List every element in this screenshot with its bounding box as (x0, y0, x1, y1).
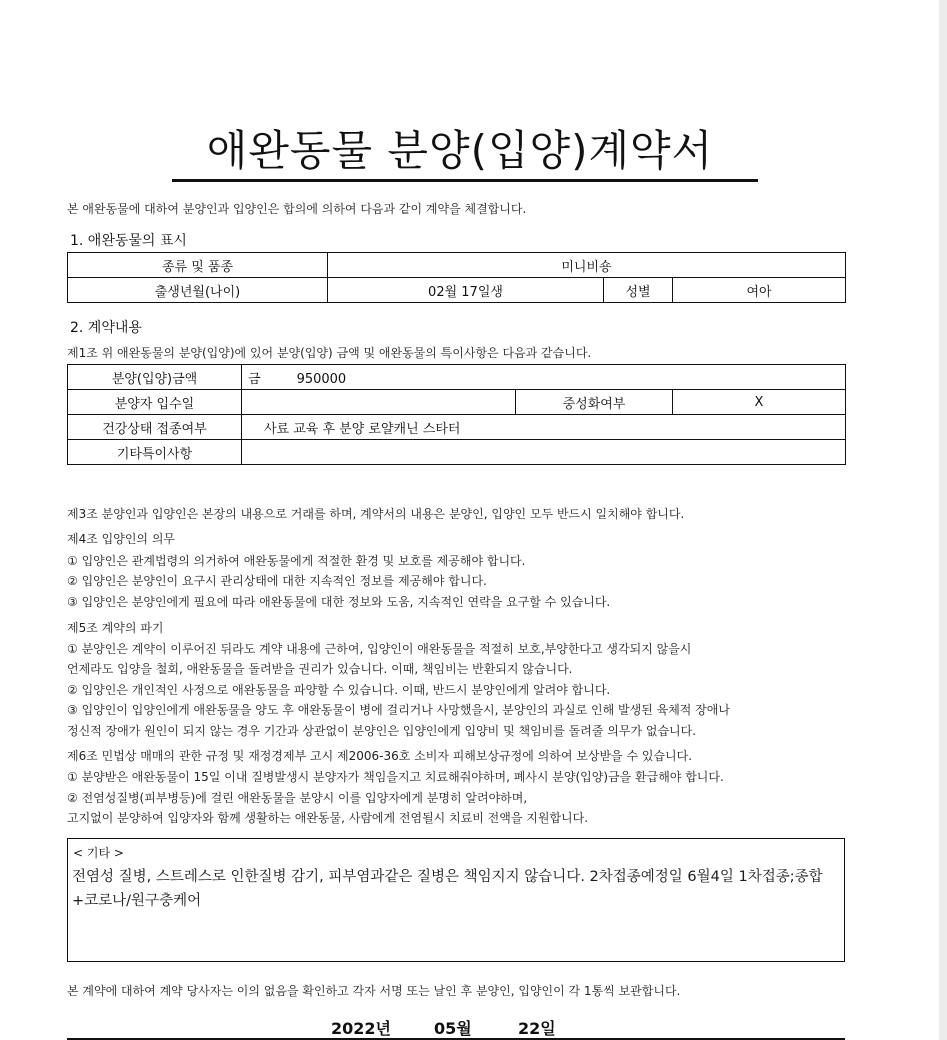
health-label: 건강상태 접종여부 (68, 415, 242, 440)
date-year: 2022년 (331, 1019, 391, 1038)
article6-item2a: ② 전염성질병(피부병등)에 걸린 애완동물을 분양시 이를 입양자에게 분명히 알려야하며, (67, 791, 528, 805)
receipt-date-value (242, 390, 516, 415)
health-value: 사료 교육 후 분양 로얄캐닌 스타터 (242, 415, 846, 440)
article5-item3b: 정신적 장애가 원인이 되지 않는 경우 기간과 상관없이 분양인은 입양인에게 입양비 및 책임비를 돌려줄 의무가 없습니다. (67, 724, 697, 738)
article3: 제3조 분양인과 입양인은 본장의 내용으로 거래를 하며, 계약서의 내용은 분양인, 입양인 모두 반드시 일치해야 합니다. (67, 507, 685, 521)
other-notes-box (67, 838, 845, 962)
article5-item3a: ③ 입양인이 입양인에게 애완동물을 양도 후 애완동물이 병에 걸리거나 사망했을시, 분양인의 과실로 인해 발생된 육체적 장애나 (67, 703, 730, 717)
article5-item1a: ① 분양인은 계약이 이루어진 뒤라도 계약 내용에 근하여, 입양인이 애완동물을 적절히 보호,부양한다고 생각되지 않을시 (67, 642, 692, 656)
article4-title: 제4조 입양인의 의무 (67, 532, 176, 546)
section2-heading: 2. 계약내용 (70, 320, 142, 336)
intro-text: 본 애완동물에 대하여 분양인과 입양인은 합의에 의하여 다음과 같이 계약을 체결합니다. (67, 202, 527, 216)
table-row (68, 278, 846, 303)
date-month: 05월 (434, 1019, 472, 1038)
page-edge (939, 0, 947, 1040)
sex-label: 성별 (604, 278, 673, 303)
birth-value: 02월 17일생 (328, 278, 604, 303)
article4-item3: ③ 입양인은 분양인에게 필요에 따라 애완동물에 대한 정보와 도움, 지속적인 연락을 요구할 수 있습니다. (67, 595, 611, 609)
amount-value: 950000 (296, 371, 347, 387)
article6-title: 제6조 민법상 매매의 관한 규정 및 재정경제부 고시 제2006-36호 소비자 피해보상규정에 의하여 보상받을 수 있습니다. (67, 749, 693, 763)
breed-value: 미니비숑 (328, 253, 846, 278)
other-notes-label: < 기타 > (73, 846, 124, 860)
article5-item1b: 언제라도 입양을 철회, 애완동물을 돌려받을 권리가 있습니다. 이때, 책임비는 반환되지 않습니다. (67, 662, 573, 676)
table-row (68, 253, 846, 278)
document-title: 애완동물 분양(입양)계약서 (206, 126, 714, 175)
amount-label: 분양(입양)금액 (68, 365, 242, 390)
misc-label: 기타특이사항 (68, 440, 242, 465)
neuter-label: 중성화여부 (516, 390, 673, 415)
table-row (68, 390, 846, 415)
amount-cell (242, 365, 846, 390)
article6-item2b: 고지없이 분양하여 입양자와 함께 생활하는 애완동물, 사람에게 전염될시 치료비 전액을 지원합니다. (67, 811, 589, 825)
title-underline (172, 179, 758, 182)
contract-table (67, 364, 846, 465)
section1-heading: 1. 애완동물의 표시 (70, 233, 187, 249)
receipt-date-label: 분양자 입수일 (68, 390, 242, 415)
pet-info-table (67, 252, 846, 303)
table-row (68, 440, 846, 465)
misc-value (242, 440, 846, 465)
neuter-value: X (673, 390, 846, 415)
other-notes-text: 전염성 질병, 스트레스로 인한질병 감기, 피부염과같은 질병은 책임지지 않습니다. 2차접종예정일 6월4일 1차접종;종합+코로나/원구충케어 (72, 869, 823, 909)
sex-value: 여아 (673, 278, 846, 303)
article5-item2: ② 입양인은 개인적인 사정으로 애완동물을 파양할 수 있습니다. 이때, 반드시 분양인에게 알려야 합니다. (67, 683, 611, 697)
amount-prefix: 금 (248, 371, 261, 387)
article1-text: 제1조 위 애완동물의 분양(입양)에 있어 분양(입양) 금액 및 애완동물의 특이사항은 다음과 같습니다. (67, 346, 592, 360)
article4-item1: ① 입양인은 관계법령의 의거하여 애완동물에게 적절한 환경 및 보호를 제공해야 합니다. (67, 554, 526, 568)
table-row (68, 415, 846, 440)
article5-title: 제5조 계약의 파기 (67, 621, 164, 635)
table-row (68, 365, 846, 390)
date-day: 22일 (518, 1019, 556, 1038)
breed-label: 종류 및 품종 (68, 253, 328, 278)
birth-label: 출생년월(나이) (68, 278, 328, 303)
article4-item2: ② 입양인은 분양인이 요구시 관리상태에 대한 지속적인 정보를 제공해야 합니다. (67, 574, 487, 588)
closing-text: 본 계약에 대하여 계약 당사자는 이의 없음을 확인하고 각자 서명 또는 날인 후 분양인, 입양인이 각 1통씩 보관합니다. (67, 984, 681, 998)
article6-item1: ① 분양받은 애완동물이 15일 이내 질병발생시 분양자가 책임을지고 치료해줘야하며, 폐사시 분양(입양)금을 환급해야 합니다. (67, 770, 724, 784)
